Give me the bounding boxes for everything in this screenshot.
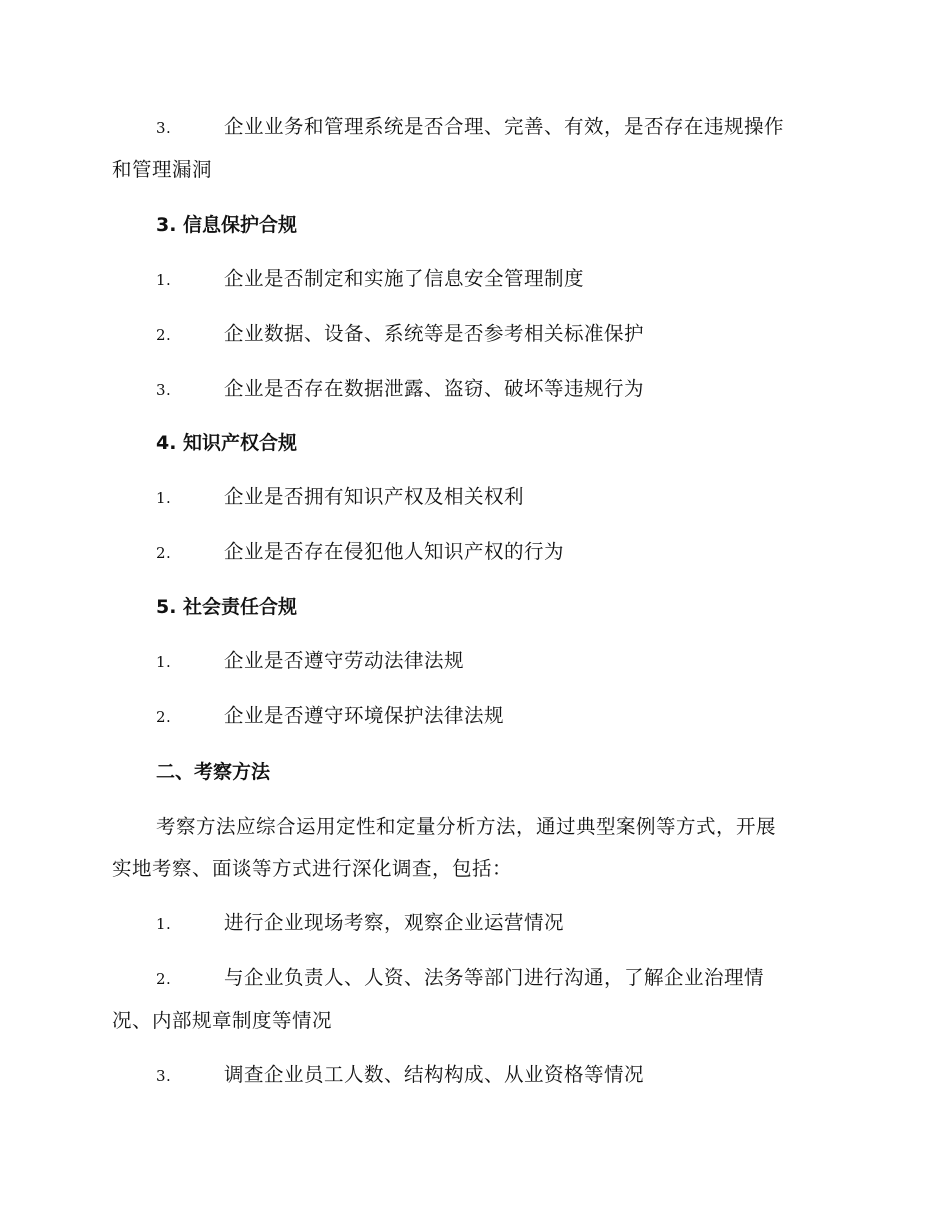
list-number: 2. <box>156 970 172 988</box>
section-heading: 3. 信息保护合规 <box>156 214 298 236</box>
section-heading: 5. 社会责任合规 <box>156 596 298 618</box>
list-number: 1. <box>156 271 172 289</box>
list-number: 1. <box>156 489 172 507</box>
list-text: 企业是否制定和实施了信息安全管理制度 <box>224 267 585 290</box>
list-item <box>112 313 832 356</box>
list-number: 3. <box>156 381 172 399</box>
list-number: 1. <box>156 915 172 933</box>
list-number: 2. <box>156 708 172 726</box>
intro-line: 实地考察、面谈等方式进行深化调查，包括： <box>112 857 513 880</box>
list-text: 调查企业员工人数、结构构成、从业资格等情况 <box>224 1063 645 1086</box>
list-item <box>112 957 832 1042</box>
list-text: 企业数据、设备、系统等是否参考相关标准保护 <box>224 322 645 345</box>
list-number: 2. <box>156 326 172 344</box>
list-text: 企业是否遵守劳动法律法规 <box>224 649 465 672</box>
list-number: 3. <box>156 1067 172 1085</box>
list-item <box>112 1054 832 1097</box>
list-text: 与企业负责人、人资、法务等部门进行沟通，了解企业治理情 <box>224 966 765 989</box>
list-text: 企业业务和管理系统是否合理、完善、有效，是否存在违规操作 <box>224 115 785 138</box>
list-text-continued: 况、内部规章制度等情况 <box>112 1009 333 1032</box>
list-text: 企业是否存在侵犯他人知识产权的行为 <box>224 540 565 563</box>
list-item <box>112 258 832 301</box>
list-item <box>112 902 832 945</box>
list-number: 2. <box>156 544 172 562</box>
intro-line: 考察方法应综合运用定性和定量分析方法，通过典型案例等方式，开展 <box>156 815 777 838</box>
list-text: 企业是否存在数据泄露、盗窃、破坏等违规行为 <box>224 377 645 400</box>
list-item <box>112 368 832 411</box>
list-text: 企业是否拥有知识产权及相关权利 <box>224 485 525 508</box>
list-text: 进行企业现场考察，观察企业运营情况 <box>224 911 565 934</box>
list-item <box>112 106 832 191</box>
list-text: 企业是否遵守环境保护法律法规 <box>224 704 505 727</box>
part-heading: 二、考察方法 <box>156 761 271 783</box>
section-heading: 4. 知识产权合规 <box>156 432 298 454</box>
list-text-continued: 和管理漏洞 <box>112 158 213 181</box>
list-item <box>112 695 832 738</box>
list-number: 3. <box>156 119 172 137</box>
list-item <box>112 476 832 519</box>
list-item <box>112 531 832 574</box>
list-number: 1. <box>156 653 172 671</box>
list-item <box>112 640 832 683</box>
intro-paragraph <box>112 806 832 890</box>
